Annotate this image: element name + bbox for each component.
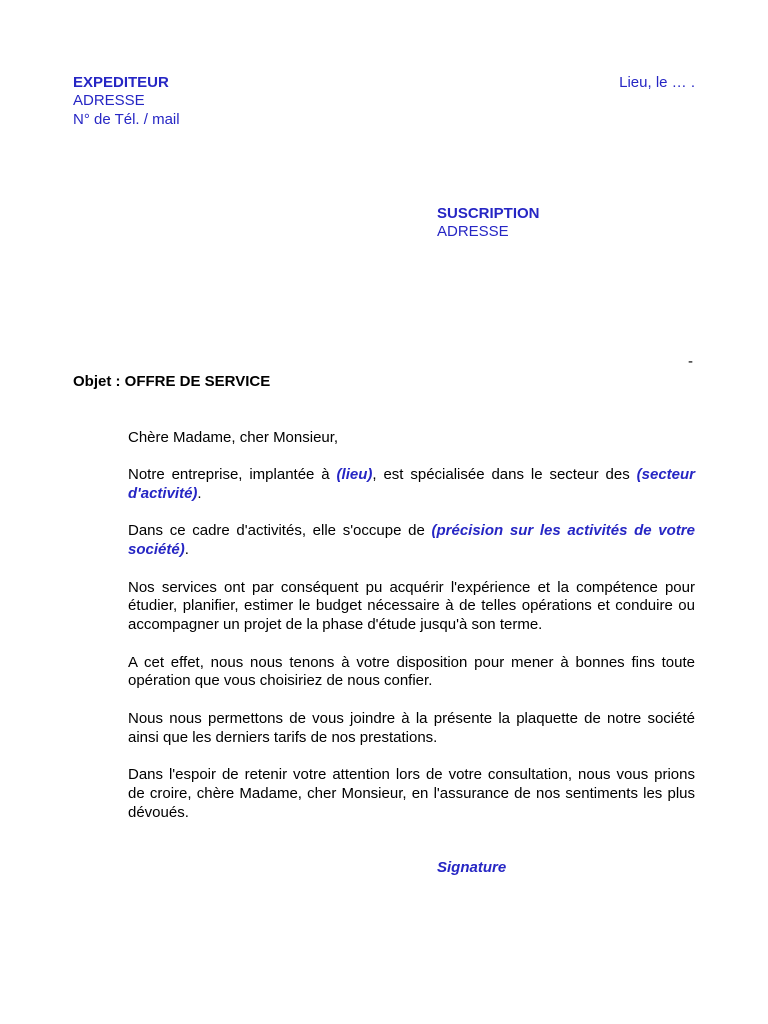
placeholder-sector: d'activité) [128,484,198,502]
paragraph-line [128,466,695,485]
placeholder-location: (lieu) [336,466,373,484]
paragraph-attachments [128,710,695,748]
paragraph-line: de croire, chère Madame, cher Monsieur, en l'assurance de nos sentiments les plus [128,784,695,802]
recipient-address: ADRESSE [437,223,509,241]
paragraph-line: A cet effet, nous nous tenons à votre disposition pour mener à bonnes fins toute [128,653,695,671]
paragraph-line: dévoués. [128,803,189,821]
recipient-block [437,205,540,243]
text-segment: Dans ce cadre d'activités, elle s'occupe de [128,522,432,540]
paragraph-line: Dans l'espoir de retenir votre attention lors de votre consultation, nous vous prions [128,766,695,784]
sender-block [73,74,180,130]
paragraph-line: Nos services ont par conséquent pu acquérir l'expérience et la compétence pour [128,578,695,596]
paragraph-line [128,522,695,541]
paragraph-line: Nous nous permettons de vous joindre à la présente la plaquette de notre société [128,709,695,727]
paragraph-line: ainsi que les derniers tarifs de nos prestations. [128,728,438,746]
paragraph-services [128,579,695,635]
place-date: Lieu, le … . [619,73,695,91]
placeholder-sector: (secteur [636,466,695,484]
placeholder-activities: (précision sur les activités de votre [431,522,695,540]
subject-label: Objet : [73,372,121,390]
text-segment: . [197,484,202,502]
text-segment: . [184,541,189,559]
signature: Signature [437,858,507,876]
sender-address: ADRESSE [73,92,145,110]
margin-mark: - [688,352,693,370]
salutation: Chère Madame, cher Monsieur, [128,428,339,446]
paragraph-activities [128,522,695,560]
sender-name: EXPEDITEUR [73,73,169,91]
paragraph-company-location [128,466,695,504]
placeholder-activities: société) [128,541,185,559]
paragraph-line: opération que vous choisiriez de nous confier. [128,672,433,690]
paragraph-line: étudier, planifier, estimer le budget nécessaire à de telles opérations et conduire ou [128,597,695,615]
text-segment: , est spécialisée dans le secteur des [372,466,637,484]
paragraph-availability [128,654,695,692]
subject-line [73,373,270,392]
recipient-name: SUSCRIPTION [437,204,540,222]
text-segment: Notre entreprise, implantée à [128,466,337,484]
salutation-paragraph [128,429,695,448]
subject-value: OFFRE DE SERVICE [124,372,271,390]
paragraph-line [128,485,695,504]
letter-body [128,429,695,842]
sender-contact: N° de Tél. / mail [73,111,180,129]
paragraph-line [128,541,695,560]
paragraph-closing [128,766,695,822]
paragraph-line: accompagner un projet de la phase d'étude jusqu'à son terme. [128,616,543,634]
